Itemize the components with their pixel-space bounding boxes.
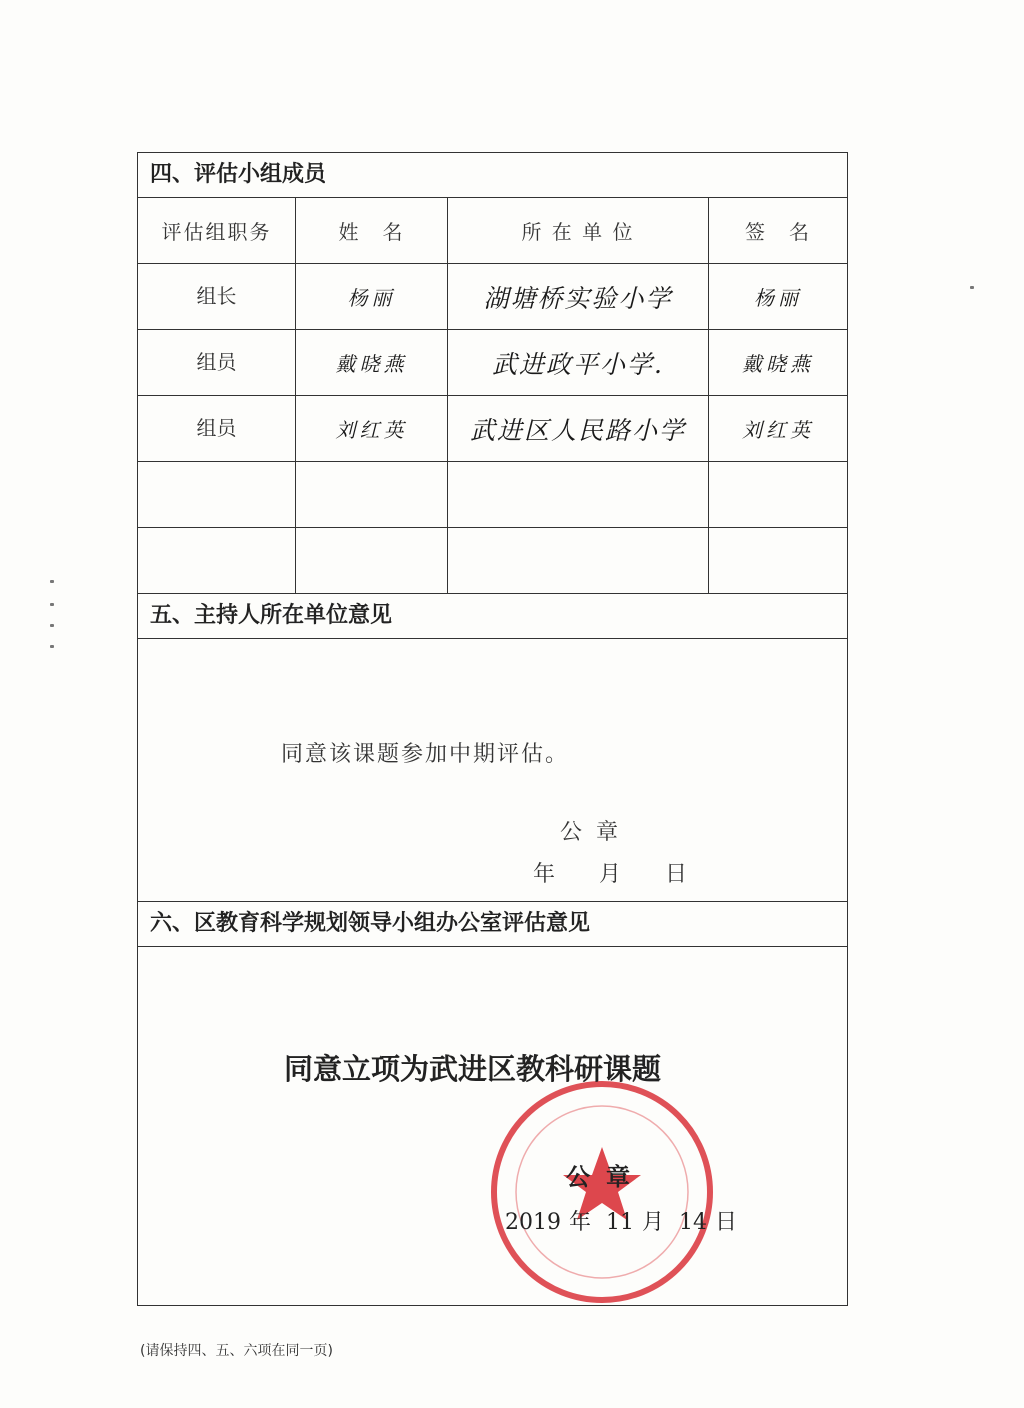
seal-label: 公章 — [566, 1163, 646, 1191]
column-header-signature: 签 名 — [745, 220, 811, 244]
footnote: (请保持四、五、六项在同一页) — [140, 1343, 333, 1359]
empty-cell — [296, 462, 448, 527]
scan-speck — [50, 580, 54, 583]
column-header-unit: 所 在 单 位 — [448, 198, 709, 263]
table-row-empty — [138, 528, 847, 594]
member-signature: 刘红英 — [742, 418, 814, 442]
empty-cell — [296, 528, 448, 593]
table-row-empty — [138, 462, 847, 528]
unit-opinion-text: 同意该课题参加中期评估。 — [281, 742, 570, 767]
member-name: 戴晓燕 — [296, 330, 448, 395]
member-unit: 湖塘桥实验小学 — [448, 264, 709, 329]
member-signature: 杨丽 — [754, 286, 802, 310]
column-header-name: 姓 名 — [296, 198, 448, 263]
date-year-label: 年 — [533, 862, 556, 887]
empty-cell — [448, 462, 709, 527]
date-day-unit: 日 — [715, 1210, 738, 1235]
member-unit: 武进政平小学. — [448, 330, 709, 395]
date-year-unit: 年 — [569, 1210, 592, 1235]
member-unit: 武进区人民路小学 — [448, 396, 709, 461]
date-month-label: 月 — [599, 862, 622, 887]
date-year: 2019 — [505, 1210, 561, 1235]
date-month-unit: 月 — [642, 1210, 665, 1235]
section6-body — [138, 947, 847, 1305]
empty-cell — [709, 528, 847, 593]
date-day: 14 — [679, 1210, 708, 1235]
section5-body — [138, 639, 847, 902]
scan-speck — [50, 645, 54, 648]
evaluation-form — [137, 152, 848, 1306]
date-day-label: 日 — [665, 862, 688, 887]
empty-cell — [448, 528, 709, 593]
column-header-role: 评估组职务 — [138, 198, 296, 263]
date-month: 11 — [606, 1210, 635, 1235]
office-opinion-text: 同意立项为武进区教科研课题 — [284, 1052, 662, 1086]
official-stamp-icon — [487, 1077, 717, 1307]
scan-speck — [970, 286, 974, 289]
empty-cell — [709, 462, 847, 527]
table-row — [138, 264, 847, 330]
member-role: 组员 — [138, 396, 296, 461]
member-role: 组员 — [138, 330, 296, 395]
section6-heading: 六、区教育科学规划领导小组办公室评估意见 — [138, 902, 847, 947]
seal-label: 公章 — [560, 820, 633, 845]
table-header-row — [138, 198, 847, 264]
member-name: 刘红英 — [296, 396, 448, 461]
scan-speck — [50, 603, 54, 606]
empty-cell — [138, 462, 296, 527]
table-row — [138, 330, 847, 396]
scan-speck — [50, 624, 54, 627]
section4-heading: 四、评估小组成员 — [138, 153, 847, 198]
table-row — [138, 396, 847, 462]
date-line — [505, 1205, 745, 1236]
empty-cell — [138, 528, 296, 593]
member-name: 杨丽 — [296, 264, 448, 329]
section5-heading: 五、主持人所在单位意见 — [138, 594, 847, 639]
date-line — [533, 857, 687, 888]
member-signature: 戴晓燕 — [742, 352, 814, 376]
member-role: 组长 — [138, 264, 296, 329]
